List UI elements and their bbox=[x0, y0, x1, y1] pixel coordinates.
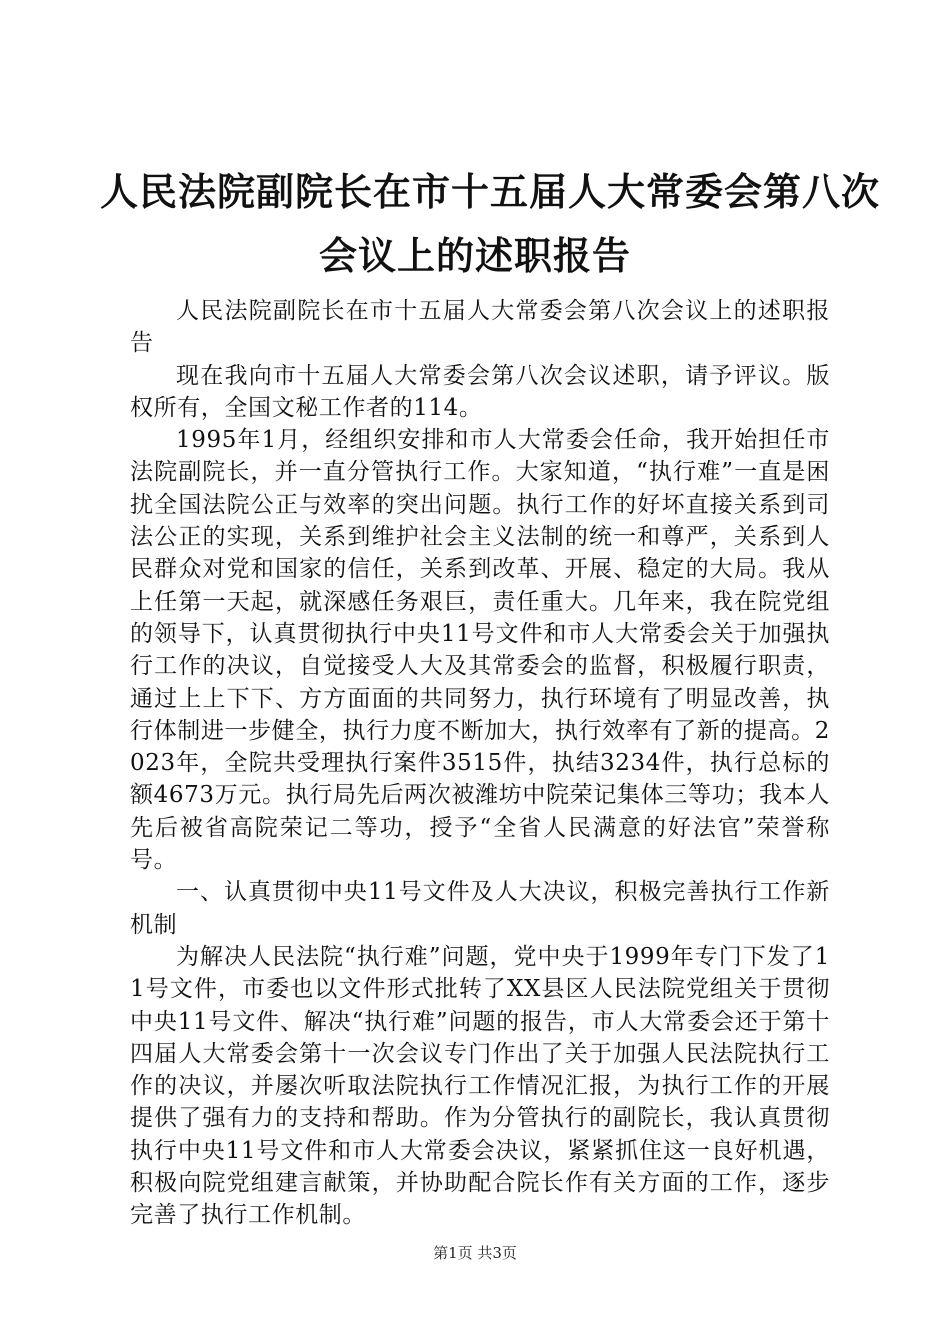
section-heading-1: 一、认真贯彻中央11号文件及人大决议，积极完善执行工作新机制 bbox=[130, 879, 830, 938]
page-number-footer: 第1页 共3页 bbox=[433, 1244, 517, 1262]
title-line-1: 人民法院副院长在市十五届人大常委会第八次 bbox=[100, 170, 881, 214]
paragraph-summary: 1995年1月，经组织安排和市人大常委会任命，我开始担任市法院副院长，并一直分管执行工作。大家知道，“执行难”一直是困扰全国法院公正与效率的突出问题。执行工作的好坏直接关系到司法公正的实现，关系到维护社会主义法制的统一和尊严，关系到人民群众对党和国家的信任，关系到改革、开展、稳定的大局。我从上任第一天起，就深感任务艰巨，责任重大。几年来，我在院党组的领导下，认真贯彻执行中央11号文件和市人大常委会关于加强执行工作的决议，自觉接受人大及其常委会的监督，积极履行职责，通过上上下下、方方面面的共同努力，执行环境有了明显改善，执行体制进一步健全，执行力度不断加大，执行效率有了新的提高。2023年，全院共受理执行案件3515件，执结3234件，执行总标的额4673万元。执行局先后两次被潍坊中院荣记集体三等功；我本人先后被省高院荣记二等功，授予“全省人民满意的好法官”荣誉称号。 bbox=[130, 427, 830, 874]
title-line-2: 会议上的述职报告 bbox=[318, 234, 631, 278]
paragraph-subtitle: 人民法院副院长在市十五届人大常委会第八次会议上的述职报告 bbox=[130, 298, 830, 357]
paragraph-section-1: 为解决人民法院“执行难”问题，党中央于1999年专门下发了11号文件，市委也以文件形式批转了XX县区人民法院党组关于贯彻中央11号文件、解决“执行难”问题的报告，市人大常委会还于第十四届人大常委会第十一次会议专门作出了关于加强人民法院执行工作的决议，并屡次听取法院执行工作情况汇报，为执行工作的开展提供了强有力的支持和帮助。作为分管执行的副院长，我认真贯彻执行中央11号文件和市人大常委会决议，紧紧抓住这一良好机遇，积极向院党组建言献策，并协助配合院长作有关方面的工作，逐步完善了执行工作机制。 bbox=[130, 943, 830, 1229]
paragraph-intro: 现在我向市十五届人大常委会第八次会议述职，请予评议。版权所有，全国文秘工作者的114。 bbox=[130, 362, 830, 421]
document-title bbox=[100, 160, 881, 288]
document-body bbox=[130, 295, 830, 1232]
